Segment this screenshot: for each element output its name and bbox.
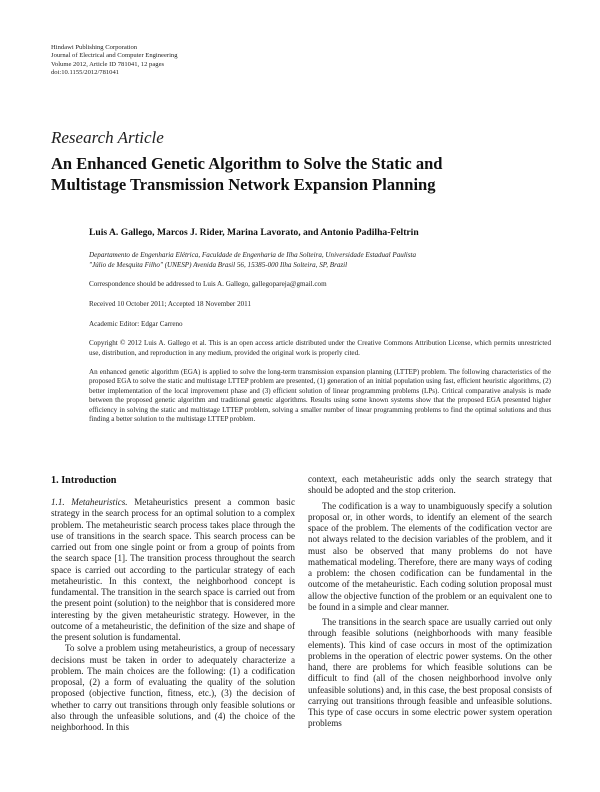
journal-info [51,44,351,78]
copyright-notice: Copyright © 2012 Luis A. Gallego et al. This is an open access article distributed under the Creative Commons Attribution License, which permits unrestricted use, distribution, and reproduction in any medium, provided the original work is properly cited. [89,339,551,357]
affiliation-line-1: Departamento de Engenharia Elétrica, Faculdade de Engenharia de Ilha Solteira, Universidade Estadual Paulista [89,251,417,259]
title-line-2: Multistage Transmission Network Expansion Planning [51,175,436,194]
title-line-1: An Enhanced Genetic Algorithm to Solve the Static and [51,154,443,173]
doi: doi:10.1155/2012/781041 [51,69,120,77]
received-dates: Received 10 October 2011; Accepted 18 November 2011 [89,300,251,308]
correspondence: Correspondence should be addressed to Luis A. Gallego, gallegopareja@gmail.com [89,280,327,288]
paragraph-text: Metaheuristics present a common basic strategy in the search process for an optimal solution to a complex problem. The metaheuristic search process takes place through the use of transitions in the search space. This search process can be carried out from one single point or from a group of points from the search space [1]. The transition process throughout the search space is carried out according to the particular strategy of each metaheuristic. In this context, the neighborhood concept is fundamental. The transition in the search space is carried out from the present point (solution) to the neighbor that is considered more interesting by the given metaheuristic strategy. However, in the outcome of a metaheuristic, the definition of the size and shape of the present solution is fundamental. [51,497,295,642]
affiliation [89,251,551,270]
section-heading: 1. Introduction [51,475,117,486]
left-column [51,474,295,733]
affiliation-line-2: "Júlio de Mesquita Filho" (UNESP) Avenida Brasil 56, 15385-000 Ilha Solteira, SP, Brazil [89,260,348,269]
subsection-label: 1.1. Metaheuristics. [51,497,128,507]
article-type: Research Article [51,128,164,147]
academic-editor: Academic Editor: Edgar Carreno [89,320,183,328]
right-column [308,474,552,730]
body-paragraph: To solve a problem using metaheuristics, a group of necessary decisions must be taken in order to adequately characterize a problem. The main choices are the following: (1) a codification proposal, (2) a form of evaluating the quality of the solution proposed (objective function, fitness, etc.), (3) the decision of whether to carry out transitions through only feasible solutions or also through the unfeasible solutions, and (4) the choice of the neighborhood. In this [51,643,295,732]
body-paragraph: context, each metaheuristic adds only the search strategy that should be adopted and the stop criterion. [308,474,552,496]
publisher: Hindawi Publishing Corporation [51,44,138,51]
journal-name: Journal of Electrical and Computer Engineering [51,52,178,60]
body-paragraph [51,497,295,643]
volume-info: Volume 2012, Article ID 781041, 12 pages [51,60,165,68]
body-paragraph: The transitions in the search space are usually carried out only through feasible solutions (neighborhoods with many feasible elements). This kind of case occurs in most of the optimization problems in the operation of electric power systems. On the other hand, there are problems for which feasible solutions can be difficult to find (all of the chosen neighborhood involve only unfeasible solutions) and, in this case, the best proposal consists of carrying out transitions through feasible and unfeasible solutions. This type of case occurs in some electric power system operation problems [308,617,552,729]
paper-title [51,153,551,195]
body-paragraph: The codification is a way to unambiguously specify a solution proposal or, in other words, to identify an element of the search space of the problem. The elements of the codification vector are not always related to the decision variables of the problem, and it must also be observed that many problems do not have mathematical modeling. Therefore, there are many ways of coding a problem: the chosen codification can be fundamental in the outcome of the metaheuristic. Each coding solution proposal must allow the objective function of the problem or an equivalent one to be found in a simple and clear manner. [308,500,552,612]
author-list: Luis A. Gallego, Marcos J. Rider, Marina Lavorato, and Antonio Padilha-Feltrin [89,227,419,238]
abstract: An enhanced genetic algorithm (EGA) is applied to solve the long-term transmission expansion planning (LTTEP) problem. The following characteristics of the proposed EGA to solve the static and multistage LTTEP problem are presented, (1) generation of an initial population using fast, efficient heuristic algorithms, (2) better implementation of the local improvement phase and (3) efficient solution of linear programming problems (LPs). Critical comparative analysis is made between the proposed genetic algorithm and traditional genetic algorithms. Results using some known systems show that the proposed EGA presented higher efficiency in solving the static and multistage LTTEP problem, solving a smaller number of linear programming problems to find the optimal solutions and thus finding a better solution to the multistage LTTEP problem. [89,368,551,424]
